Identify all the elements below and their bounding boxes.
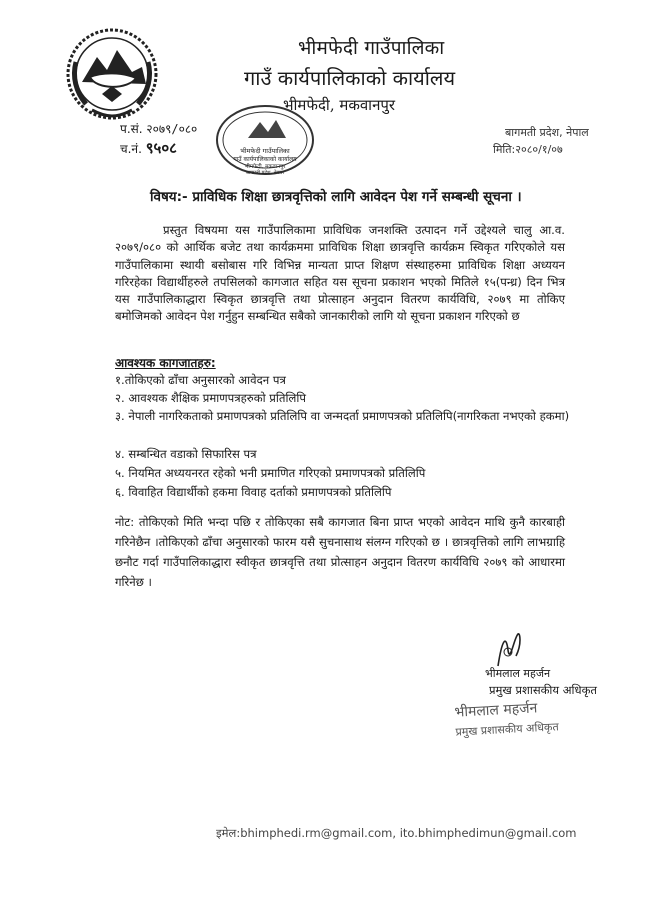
nepal-emblem-logo: [62, 22, 162, 127]
date-line: [493, 142, 563, 157]
fiscal-year-ref: [120, 120, 197, 137]
fiscal-year-label: प.सं.: [120, 122, 143, 136]
office-seal-stamp: [208, 98, 323, 178]
notice-subject: विषय:- प्राविधिक शिक्षा छात्रवृत्तिको लागि आवेदन पेश गर्ने सम्बन्धी सूचना ।: [150, 189, 522, 205]
document-item-5: ५. नियमित अध्ययनरत रहेको भनी प्रमाणित गरिएको प्रमाणपत्रको प्रतिलिपि: [115, 466, 426, 480]
date-label: मिति:: [493, 143, 516, 156]
footer-emails: [216, 826, 576, 841]
notice-body: [115, 222, 565, 326]
office-name: गाउँ कार्यपालिकाको कार्यालय: [244, 66, 456, 90]
name-stamp: [454, 697, 559, 742]
dispatch-number-label: च.नं.: [120, 142, 142, 156]
seal-text-line1: भीमफेदी गाउँपालिका: [240, 147, 290, 155]
document-item-4: ४. सम्बन्धित वडाको सिफारिस पत्र: [115, 447, 257, 461]
document-item-1: १.तोकिएको ढाँचा अनुसारको आवेदन पत्र: [115, 373, 286, 387]
email-label: इमेल:: [216, 826, 241, 840]
province-label: बागमती प्रदेश, नेपाल: [505, 126, 589, 139]
seal-text-line4: बागमती प्रदेश, नेपाल: [245, 170, 285, 176]
note-paragraph: नोट: तोकिएको मिति भन्दा पछि र तोकिएका सबै कागजात बिना प्राप्त भएको आवेदन माथि कुनै कारबाही गरिनेछैन ।तोकिएको ढाँचा अनुसारको फारम यसै सुचनासाथ संलग्न गरिएको छ । छात्रवृत्तिको लागि लाभग्राहि छनौट गर्दा गाउँपालिकाद्धारा स्वीकृत छात्रवृत्ति तथा प्रोत्साहन अनुदान वितरण कार्यविधि २०७९ को आधारमा गरिनेछ ।: [115, 515, 565, 589]
email-addresses: bhimphedi.rm@gmail.com, ito.bhimphedimun@gmail.com: [240, 826, 577, 840]
signatory-title: प्रमुख प्रशासकीय अधिकृत: [489, 683, 597, 697]
stamp-name: भीमलाल महर्जन: [454, 700, 538, 721]
office-location: भीमफेदी, मकवानपुर: [283, 96, 396, 114]
date-value: २०८०/१/०७: [515, 143, 563, 156]
handwritten-signature: [492, 630, 532, 670]
municipality-name: भीमफेदी गाउँपालिका: [298, 37, 445, 59]
seal-text-line2: गाउँ कार्यपालिकाको कार्यालय: [233, 156, 297, 163]
stamp-title: प्रमुख प्रशासकीय अधिकृत: [455, 720, 560, 739]
fiscal-year-value: २०७९/०८०: [146, 122, 198, 136]
notice-body-text: प्रस्तुत विषयमा यस गाउँपालिकामा प्राविधिक जनशक्ति उत्पादन गर्ने उद्देश्यले चालु आ.व. २०७९/०८० को आर्थिक बजेट तथा कार्यक्रममा प्राविधिक शिक्षा छात्रवृत्ति कार्यक्रम स्विकृत गरिएकोले यस गाउँपालिकामा स्थायी बसोबास गरि विभिन्न मान्यता प्राप्त शिक्षण संस्थाहरुमा प्राविधिक शिक्षा अध्ययन गरिरहेका विद्यार्थीहरुले तपसिलको कागजात सहित यस सूचना प्रकाशन भएको मितिले १५(पन्ध्र) दिन भित्र यस गाउँपालिकाद्धारा स्विकृत छात्रवृत्ति तथा प्रोत्साहन अनुदान वितरण कार्यविधि, २०७९ मा तोकिए बमोजिमको आवेदन पेश गर्नुहुन सम्बन्धित सबैको जानकारीको लागि यो सूचना प्रकाशन गरिएको छ: [115, 223, 565, 324]
dispatch-number-value: ९५०८: [145, 139, 177, 157]
document-item-3: ३. नेपाली नागरिकताको प्रमाणपत्रको प्रतिलिपि वा जन्मदर्ता प्रमाणपत्रको प्रतिलिपि(नागरिकता नभएको हकमा): [115, 409, 570, 423]
documents-heading: आवश्यक कागजातहरु:: [115, 356, 216, 370]
document-item-2: २. आवश्यक शैक्षिक प्रमाणपत्रहरुको प्रतिलिपि: [115, 391, 306, 405]
signatory-name: भीमलाल महर्जन: [485, 667, 551, 680]
dispatch-number-ref: [120, 138, 177, 158]
seal-text-line3: भीमफेदी, मकवानपुर: [244, 164, 286, 170]
document-item-6: ६. विवाहित विद्यार्थीको हकमा विवाह दर्ताको प्रमाणपत्रको प्रतिलिपि: [115, 485, 392, 499]
